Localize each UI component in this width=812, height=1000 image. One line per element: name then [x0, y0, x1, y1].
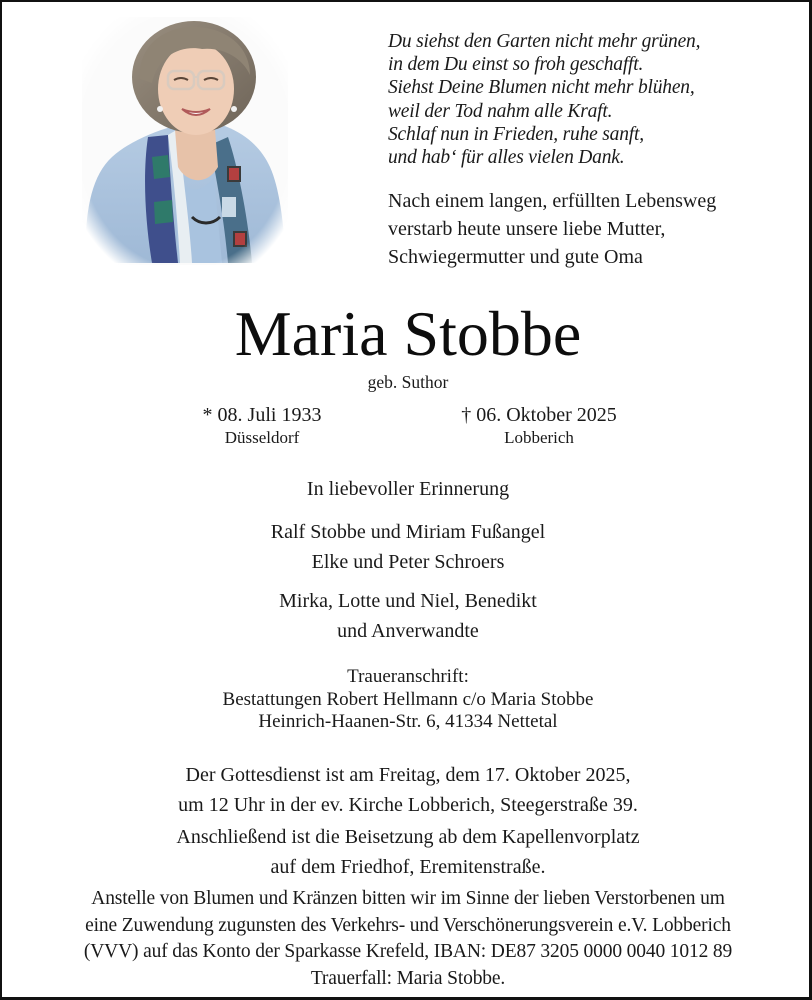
birth-date: * 08. Juli 1933 [202, 404, 322, 426]
address-line: Bestattungen Robert Hellmann c/o Maria Stobbe [222, 688, 594, 710]
mourner-line: Ralf Stobbe und Miriam Fußangel [270, 521, 546, 543]
service-info [2, 760, 812, 820]
birth-place: Düsseldorf [224, 428, 300, 447]
memory-text: In liebevoller Erinnerung [306, 478, 510, 500]
mourners-group-2 [2, 586, 812, 646]
address-line: Heinrich-Haanen-Str. 6, 41334 Nettetal [258, 711, 558, 732]
poem-line: in dem Du einst so froh geschafft. [388, 54, 644, 76]
maiden-name: geb. Suthor [367, 372, 449, 392]
birth-info [162, 402, 362, 448]
donation-line: Anstelle von Blumen und Kränzen bitten wir im Sinne der lieben Verstorbenen um [91, 888, 725, 909]
mourner-line: Elke und Peter Schroers [311, 551, 505, 573]
poem-line: Siehst Deine Blumen nicht mehr blühen, [388, 77, 695, 99]
mourner-line: Mirka, Lotte und Niel, Benedikt [279, 590, 537, 612]
mourners-group-1 [2, 517, 812, 577]
donation-request [2, 886, 812, 992]
poem-line: und hab‘ für alles vielen Dank. [388, 147, 625, 169]
death-date: † 06. Oktober 2025 [461, 404, 617, 426]
donation-line: Trauerfall: Maria Stobbe. [310, 967, 506, 989]
service-line: Der Gottesdienst ist am Freitag, dem 17. Oktober 2025, [185, 764, 631, 786]
mourner-line: und Anverwandte [337, 620, 479, 642]
death-place: Lobberich [504, 428, 574, 447]
deceased-name: Maria Stobbe [234, 298, 582, 369]
donation-line: (VVV) auf das Konto der Sparkasse Krefeld, IBAN: DE87 3205 0000 0040 1012 89 [83, 941, 733, 962]
burial-line: auf dem Friedhof, Eremitenstraße. [270, 856, 546, 878]
address-label: Traueranschrift: [347, 666, 469, 687]
intro-line: Nach einem langen, erfüllten Lebensweg [388, 190, 717, 212]
poem-line: Du siehst den Garten nicht mehr grünen, [388, 31, 701, 52]
mourning-address [2, 666, 812, 734]
poem [388, 30, 798, 169]
portrait-photo [82, 17, 288, 265]
donation-line: eine Zuwendung zugunsten des Verkehrs- und Verschönerungsverein e.V. Lobberich [85, 914, 731, 936]
poem-line: Schlaf nun in Frieden, ruhe sanft, [388, 123, 644, 145]
burial-line: Anschließend ist die Beisetzung ab dem Kapellenvorplatz [176, 826, 640, 848]
intro-text [388, 187, 798, 271]
service-line: um 12 Uhr in der ev. Kirche Lobberich, Steegerstraße 39. [178, 794, 638, 816]
burial-info [2, 822, 812, 882]
intro-line: Schwiegermutter und gute Oma [388, 246, 643, 268]
death-info [432, 402, 646, 448]
intro-line: verstarb heute unsere liebe Mutter, [388, 218, 666, 240]
poem-line: weil der Tod nahm alle Kraft. [388, 100, 613, 122]
memory-line [2, 476, 812, 502]
